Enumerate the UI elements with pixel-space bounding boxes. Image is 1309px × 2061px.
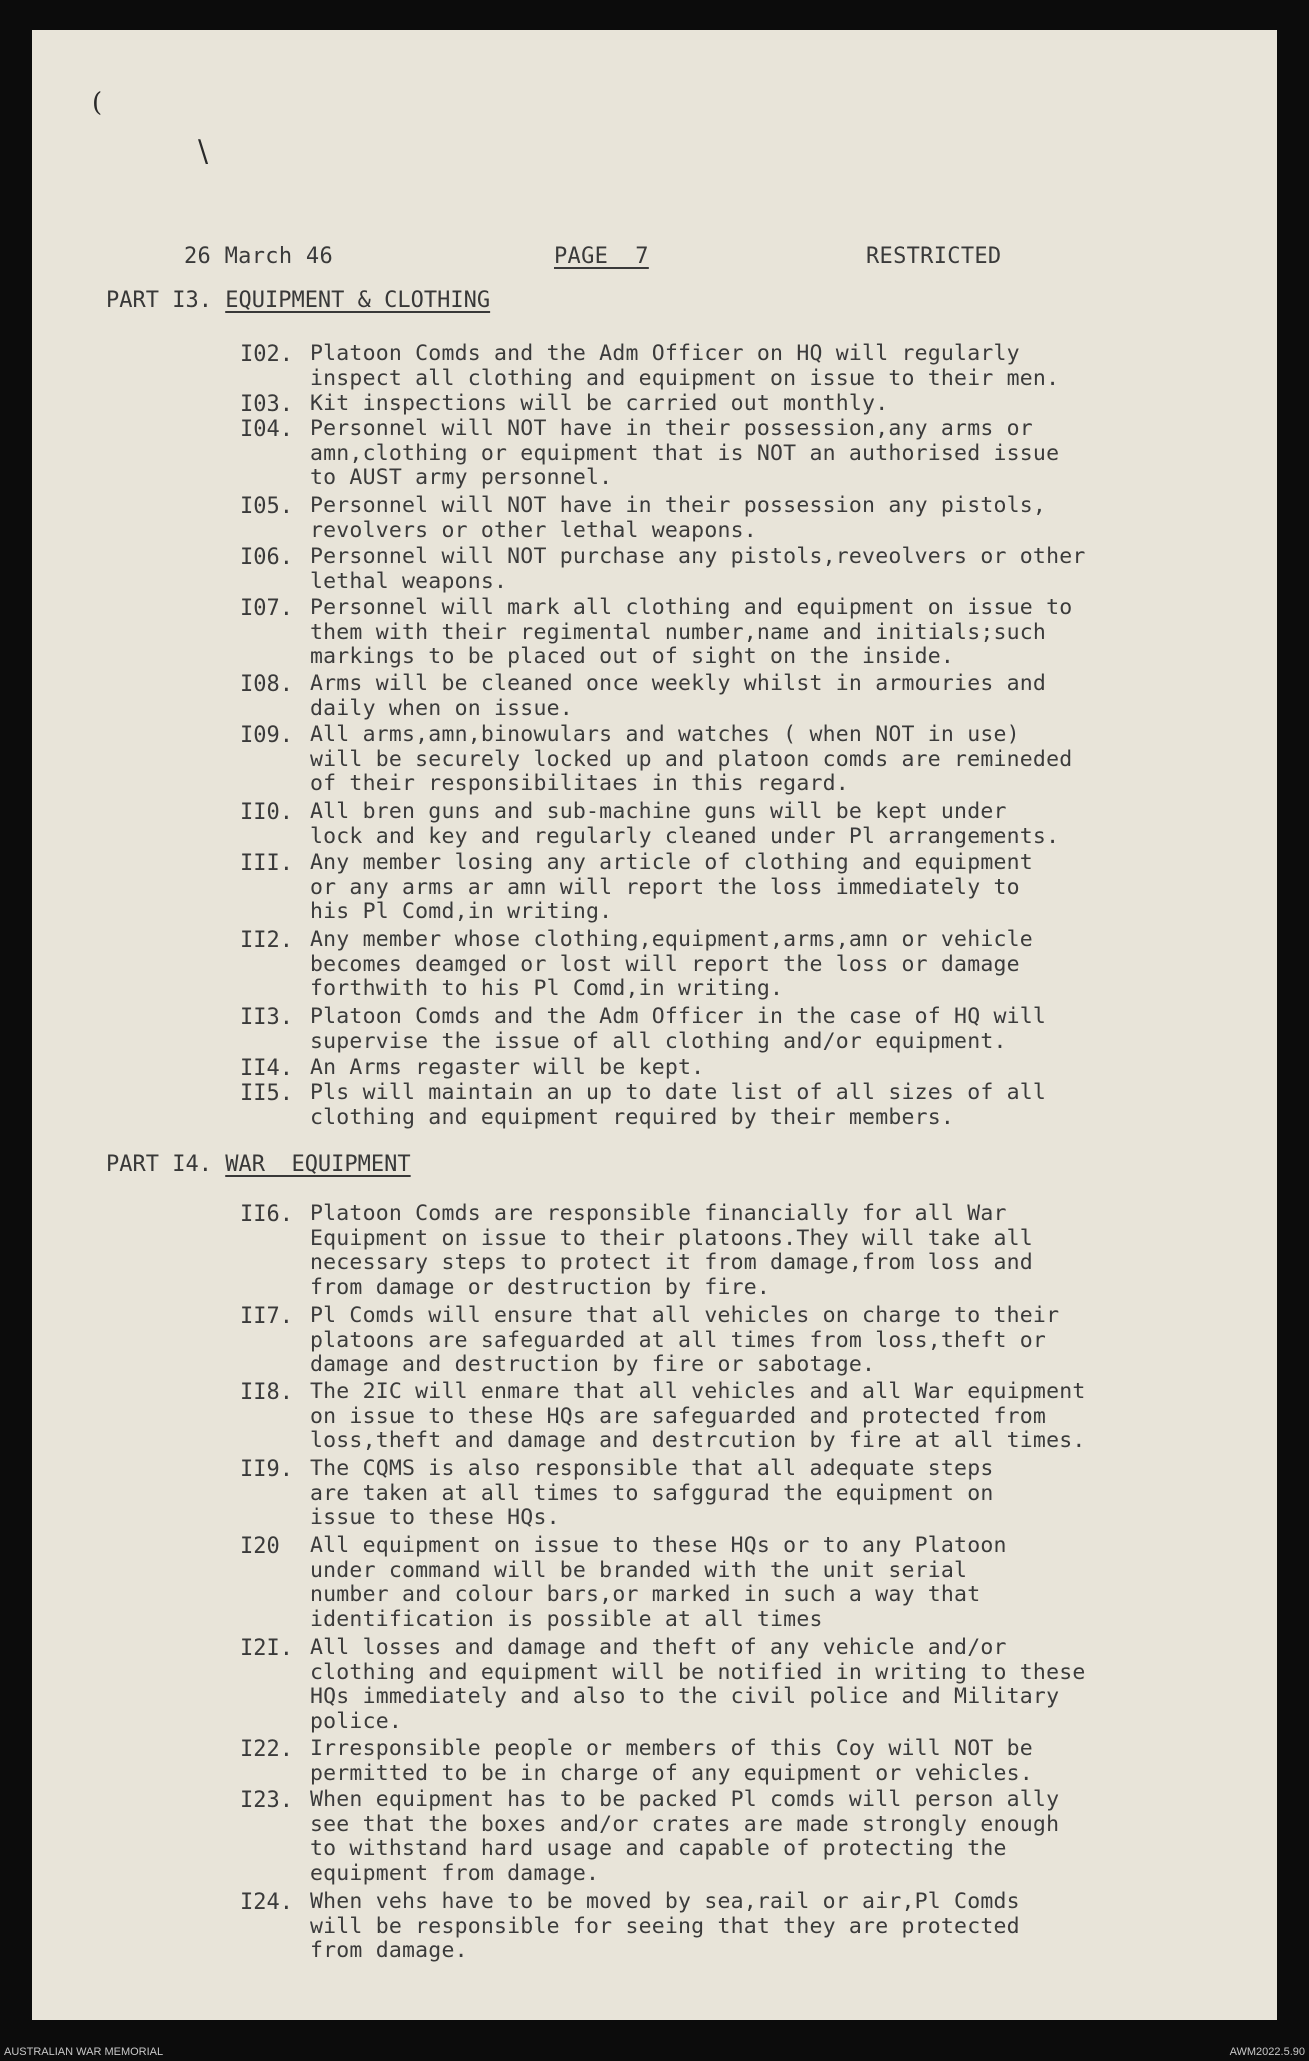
part-title: WAR EQUIPMENT — [225, 1152, 411, 1177]
part-label: PART I3. — [106, 288, 212, 313]
item-text: Pls will maintain an up to date list of all sizes of all clothing and equipment required by their members. — [310, 1080, 1047, 1130]
item-text: Personnel will NOT purchase any pistols,reveolvers or other lethal weapons. — [310, 544, 1086, 594]
item-text: Personnel will NOT have in their possession,any arms or amn,clothing or equipment that is NOT an authorised issue to AUST army personnel. — [310, 416, 1060, 490]
item-text: The 2IC will enmare that all vehicles and all War equipment on issue to these HQs are safeguarded and protected from loss,theft and damage and destrcution by fire at all times. — [310, 1379, 1086, 1453]
page-number: PAGE 7 — [554, 244, 649, 269]
item-text: Pl Comds will ensure that all vehicles on charge to their platoons are safeguarded at all times from loss,theft or damage and destruction by fire or sabotage. — [310, 1303, 1060, 1377]
item-text: Irresponsible people or members of this Coy will NOT be permitted to be in charge of any equipment or vehicles. — [310, 1736, 1033, 1786]
item-number: II9. — [240, 1457, 293, 1482]
item-number: I09. — [240, 723, 293, 748]
item-text: All bren guns and sub-machine guns will be kept under lock and key and regularly cleaned under Pl arrangements. — [310, 799, 1060, 849]
item-text: Arms will be cleaned once weekly whilst in armouries and daily when on issue. — [310, 671, 1047, 721]
item-text: Any member whose clothing,equipment,arms,amn or vehicle becomes deamged or lost will report the loss or damage forthwith to his Pl Comd,in writing. — [310, 927, 1033, 1001]
item-text: When vehs have to be moved by sea,rail or air,Pl Comds will be responsible for seeing that they are protected from damage. — [310, 1889, 1020, 1963]
item-text: Kit inspections will be carried out monthly. — [310, 391, 889, 416]
item-text: Personnel will mark all clothing and equipment on issue to them with their regimental number,name and initials;such markings to be placed out of sight on the inside. — [310, 595, 1073, 669]
item-text: All equipment on issue to these HQs or to any Platoon under command will be branded with the unit serial number and colour bars,or marked in such a way that identification is possible at all times — [310, 1533, 1007, 1632]
item-number: I24. — [240, 1890, 293, 1915]
item-number: I04. — [240, 417, 293, 442]
item-number: II0. — [240, 800, 293, 825]
document-date: 26 March 46 — [184, 244, 333, 269]
item-number: I22. — [240, 1737, 293, 1762]
item-number: I02. — [240, 342, 293, 367]
item-text: Personnel will NOT have in their possession any pistols, revolvers or other lethal weapons. — [310, 493, 1047, 543]
item-text: An Arms regaster will be kept. — [310, 1055, 705, 1080]
punch-mark: ( — [92, 88, 103, 118]
item-number: I23. — [240, 1788, 293, 1813]
part-label: PART I4. — [106, 1152, 212, 1177]
item-number: I07. — [240, 596, 293, 621]
classification-label: RESTRICTED — [866, 244, 1002, 269]
page-header — [32, 244, 1277, 284]
item-number: II3. — [240, 1005, 293, 1030]
item-text: Platoon Comds and the Adm Officer in the case of HQ will supervise the issue of all clothing and/or equipment. — [310, 1004, 1047, 1054]
item-text: Platoon Comds and the Adm Officer on HQ will regularly inspect all clothing and equipment on issue to their men. — [310, 341, 1060, 391]
item-number: I05. — [240, 494, 293, 519]
item-number: II5. — [240, 1081, 293, 1106]
item-text: The CQMS is also responsible that all adequate steps are taken at all times to safggurad the equipment on issue to these HQs. — [310, 1456, 994, 1530]
footer-credit: AUSTRALIAN WAR MEMORIAL — [4, 2046, 164, 2058]
item-number: II8. — [240, 1380, 293, 1405]
item-number: I06. — [240, 545, 293, 570]
item-number: III. — [240, 851, 293, 876]
item-text: Platoon Comds are responsible financially for all War Equipment on issue to their platoons.They will take all necessary steps to protect it from damage,from loss and from damage or destruction by fire. — [310, 1201, 1033, 1300]
item-number: I20 — [240, 1534, 280, 1559]
item-text: All losses and damage and theft of any vehicle and/or clothing and equipment will be notified in writing to these HQs immediately and also to the civil police and Military police. — [310, 1635, 1086, 1734]
document-page — [32, 30, 1277, 2020]
item-number: II4. — [240, 1056, 293, 1081]
item-number: II7. — [240, 1304, 293, 1329]
item-text: Any member losing any article of clothing and equipment or any arms ar amn will report the loss immediately to his Pl Comd,in writing. — [310, 850, 1033, 924]
punch-mark: \ — [198, 134, 209, 169]
footer-accession-number: AWM2022.5.90 — [1229, 2046, 1305, 2058]
item-number: I03. — [240, 392, 293, 417]
item-number: I08. — [240, 672, 293, 697]
part-heading — [106, 288, 490, 313]
item-number: II2. — [240, 928, 293, 953]
item-text: All arms,amn,binowulars and watches ( when NOT in use) will be securely locked up and platoon comds are remineded of their responsibilitaes in this regard. — [310, 722, 1073, 796]
item-number: II6. — [240, 1202, 293, 1227]
part-title: EQUIPMENT & CLOTHING — [225, 288, 491, 313]
item-text: When equipment has to be packed Pl comds will person ally see that the boxes and/or crates are made strongly enough to withstand hard usage and capable of protecting the equipment from damage. — [310, 1787, 1060, 1886]
item-number: I2I. — [240, 1636, 293, 1661]
part-heading — [106, 1152, 411, 1177]
